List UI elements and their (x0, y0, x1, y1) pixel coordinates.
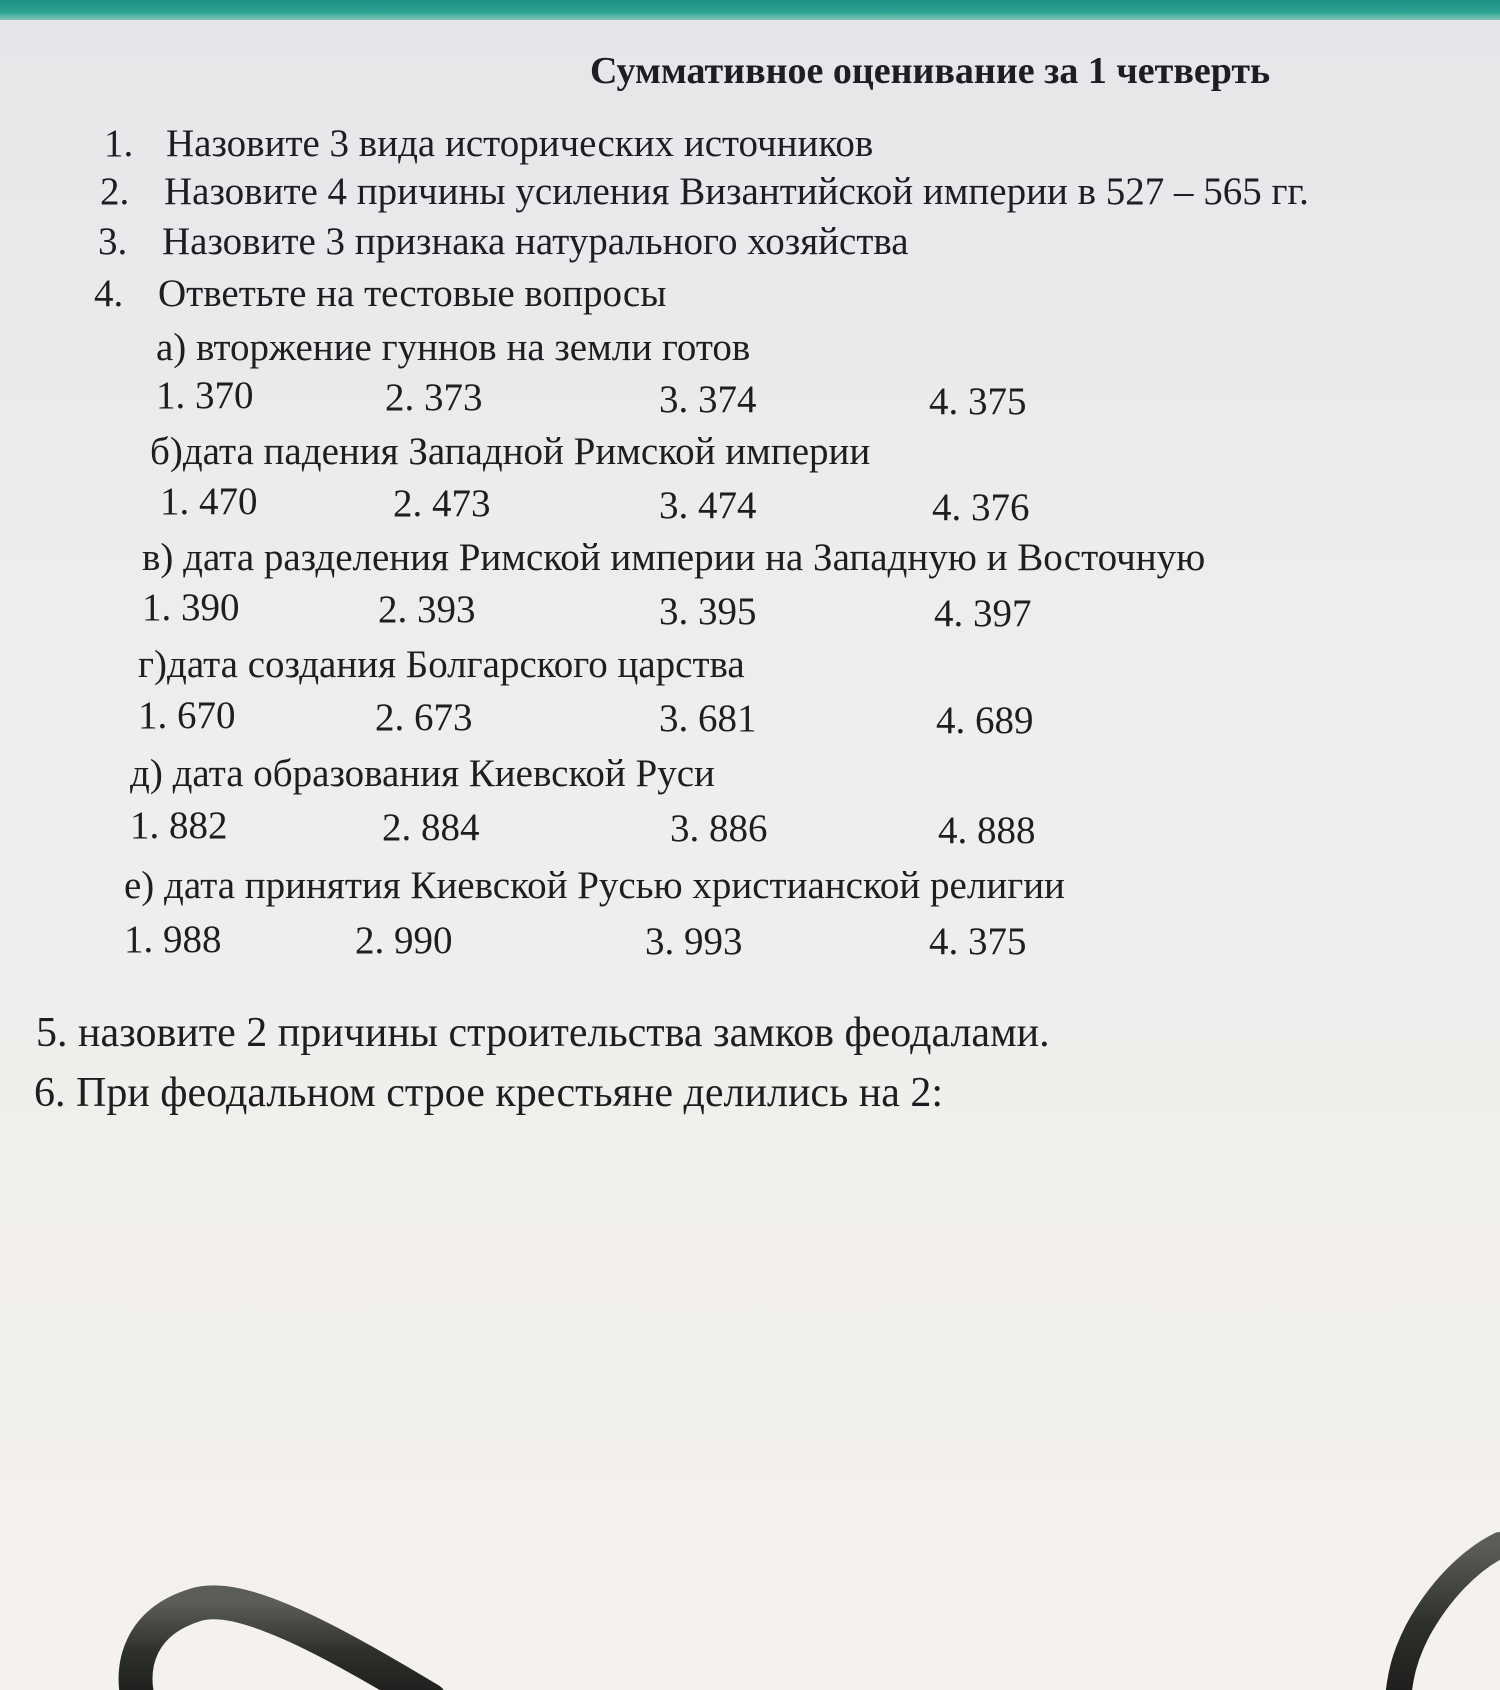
answer-option: 1. 390 (142, 586, 240, 629)
answer-option: 1. 882 (130, 804, 228, 847)
test-item-label: г)дата создания Болгарского царства (138, 643, 745, 686)
test-item-label: е) дата принятия Киевской Русью христианской религии (124, 864, 1065, 907)
answer-option: 1. 988 (124, 918, 222, 961)
answer-option: 3. 993 (645, 920, 743, 963)
answer-option: 4. 689 (936, 699, 1034, 742)
answer-option: 3. 374 (659, 378, 757, 421)
question-text: Назовите 3 признака натурального хозяйства (162, 220, 909, 263)
question-text: 6. При феодальном строе крестьяне делились на 2: (34, 1070, 944, 1116)
answer-option: 4. 376 (932, 486, 1030, 529)
question-number: 1. (104, 122, 134, 165)
page-title: Суммативное оценивание за 1 четверть (590, 50, 1271, 92)
question-text: 5. назовите 2 причины строительства замков феодалами. (36, 1010, 1050, 1056)
answer-option: 2. 673 (375, 696, 473, 739)
answer-option: 3. 681 (659, 697, 757, 740)
question-text: Назовите 3 вида исторических источников (166, 122, 874, 165)
question-text: Ответьте на тестовые вопросы (158, 272, 667, 315)
answer-option: 3. 474 (659, 484, 757, 527)
answer-option: 2. 373 (385, 376, 483, 419)
test-item-label: б)дата падения Западной Римской империи (150, 430, 871, 473)
answer-option: 2. 990 (355, 919, 453, 962)
question-number: 4. (94, 272, 124, 315)
answer-option: 2. 393 (378, 588, 476, 631)
question-number: 3. (98, 220, 128, 263)
answer-option: 1. 470 (160, 480, 258, 523)
answer-option: 4. 888 (938, 809, 1036, 852)
question-number: 2. (100, 170, 130, 213)
answer-option: 4. 375 (929, 920, 1027, 963)
answer-option: 3. 395 (659, 590, 757, 633)
answer-option: 3. 886 (670, 807, 768, 850)
test-item-label: а) вторжение гуннов на земли готов (156, 326, 751, 369)
answer-option: 4. 375 (929, 380, 1027, 423)
answer-option: 1. 370 (156, 374, 254, 417)
answer-option: 1. 670 (138, 694, 236, 737)
test-item-label: д) дата образования Киевской Руси (130, 752, 715, 795)
answer-option: 2. 473 (393, 482, 491, 525)
question-text: Назовите 4 причины усиления Византийской империи в 527 – 565 гг. (164, 170, 1309, 213)
answer-option: 2. 884 (382, 806, 480, 849)
answer-option: 4. 397 (934, 592, 1032, 635)
test-item-label: в) дата разделения Римской империи на Западную и Восточную (142, 536, 1206, 579)
